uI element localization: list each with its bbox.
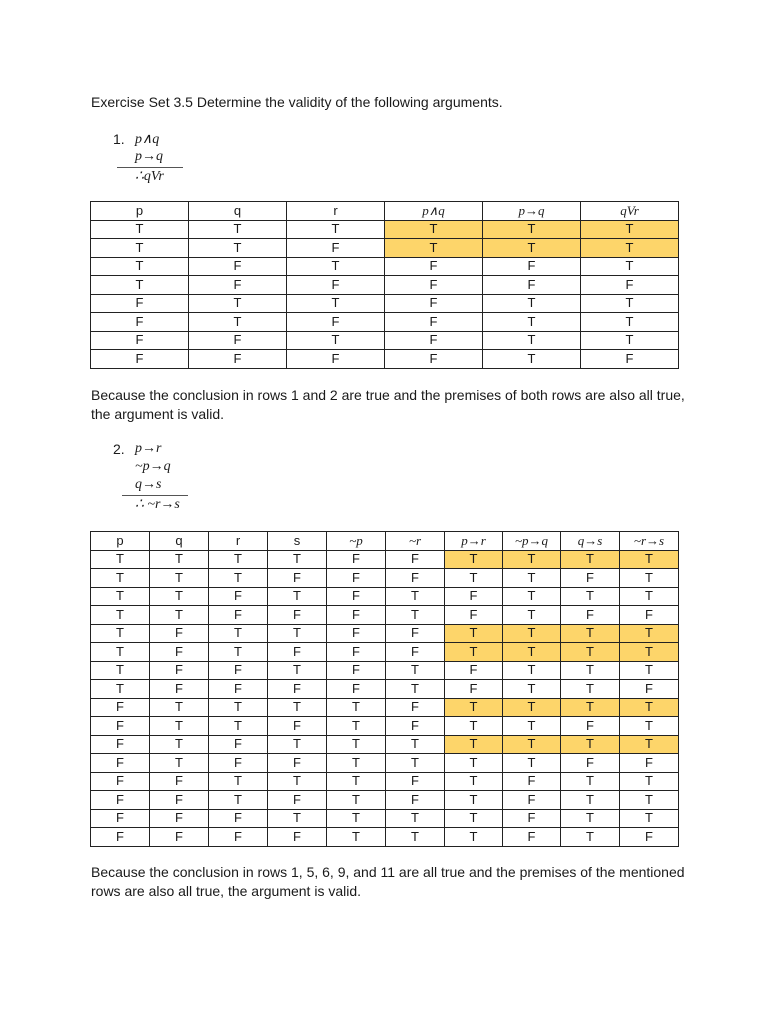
table-header-cell: r (287, 202, 385, 221)
table-cell: F (91, 735, 150, 754)
table-row (91, 313, 679, 332)
table-cell: T (327, 809, 386, 828)
table-cell: T (503, 661, 561, 680)
table-cell: T (209, 569, 268, 588)
table-header-cell: p∧q (385, 202, 483, 221)
table-row (91, 828, 679, 847)
table-row (91, 331, 679, 350)
table-cell: T (209, 772, 268, 791)
table-cell: T (561, 550, 620, 569)
table-cell: T (209, 624, 268, 643)
table-header-cell: ~r (386, 532, 445, 551)
table-row (91, 569, 679, 588)
table-cell: T (620, 809, 679, 828)
table-cell: F (189, 276, 287, 295)
table-cell: F (581, 276, 679, 295)
table-row (91, 294, 679, 313)
table-cell: T (620, 550, 679, 569)
table-cell: F (327, 569, 386, 588)
table-cell: T (268, 772, 327, 791)
table-cell: F (385, 331, 483, 350)
table-row (91, 754, 679, 773)
table-cell: F (327, 550, 386, 569)
table-cell: T (561, 661, 620, 680)
table-cell: T (268, 698, 327, 717)
table-cell: F (287, 313, 385, 332)
table-cell: T (268, 809, 327, 828)
table-cell: T (445, 698, 503, 717)
table-cell: F (385, 276, 483, 295)
table-cell: T (150, 754, 209, 773)
table-cell: T (620, 661, 679, 680)
table-cell: T (327, 791, 386, 810)
table-cell: T (581, 331, 679, 350)
table-cell: T (503, 698, 561, 717)
table-cell: F (327, 624, 386, 643)
table-cell: F (91, 331, 189, 350)
table-cell: T (209, 550, 268, 569)
table-cell: F (268, 754, 327, 773)
table-cell: F (150, 680, 209, 699)
table-cell: T (445, 791, 503, 810)
table-cell: T (386, 735, 445, 754)
table-cell: F (483, 276, 581, 295)
table-cell: F (209, 606, 268, 625)
table-cell: F (209, 661, 268, 680)
exercise-1-premise-1: p∧q (135, 132, 160, 147)
table-cell: T (503, 587, 561, 606)
exercise-1-explanation: Because the conclusion in rows 1 and 2 are true and the premises of both rows are also all true, the argument is valid. (91, 387, 685, 422)
table-cell: T (386, 661, 445, 680)
table-row (91, 809, 679, 828)
table-cell: T (189, 313, 287, 332)
table-cell: T (386, 587, 445, 606)
table-header-cell: r (209, 532, 268, 551)
table-cell: F (209, 754, 268, 773)
table-cell: F (150, 624, 209, 643)
table-cell: T (150, 569, 209, 588)
exercise-1-conclusion: ∴qVr (135, 169, 164, 184)
table-cell: T (581, 220, 679, 239)
table-row (91, 735, 679, 754)
table-cell: T (581, 313, 679, 332)
table-cell: T (620, 772, 679, 791)
table-cell: F (268, 717, 327, 736)
table-cell: T (503, 606, 561, 625)
table-cell: F (445, 661, 503, 680)
table-cell: T (150, 606, 209, 625)
table-cell: F (209, 587, 268, 606)
table-cell: F (561, 569, 620, 588)
table-cell: T (189, 220, 287, 239)
table-cell: F (209, 680, 268, 699)
table-cell: T (91, 606, 150, 625)
table-cell: T (287, 331, 385, 350)
table-cell: T (91, 550, 150, 569)
table-cell: F (386, 550, 445, 569)
table-cell: F (287, 350, 385, 369)
table-cell: T (150, 735, 209, 754)
table-cell: F (327, 680, 386, 699)
table-cell: T (503, 550, 561, 569)
table-cell: F (327, 606, 386, 625)
table-header-cell: p→q (483, 202, 581, 221)
table-cell: T (189, 239, 287, 258)
table-cell: F (91, 809, 150, 828)
table-cell: F (561, 717, 620, 736)
table-cell: T (189, 294, 287, 313)
table-cell: T (327, 698, 386, 717)
table-cell: T (91, 220, 189, 239)
table-row (91, 624, 679, 643)
table-cell: T (91, 569, 150, 588)
exercise-2-conclusion: ∴ ~r→s (135, 497, 180, 512)
table-cell: F (503, 809, 561, 828)
table-cell: F (386, 698, 445, 717)
table-cell: F (386, 791, 445, 810)
table-cell: F (150, 643, 209, 662)
table-cell: F (268, 828, 327, 847)
table-cell: F (91, 313, 189, 332)
table-cell: T (561, 587, 620, 606)
table-cell: T (503, 680, 561, 699)
table-cell: T (620, 735, 679, 754)
table-cell: T (327, 772, 386, 791)
table-cell: T (287, 220, 385, 239)
table-cell: F (209, 828, 268, 847)
table-cell: T (268, 661, 327, 680)
table-cell: F (561, 754, 620, 773)
table-cell: T (445, 735, 503, 754)
table-header-cell: p (91, 532, 150, 551)
table-cell: T (91, 257, 189, 276)
table-row (91, 606, 679, 625)
table-cell: T (561, 624, 620, 643)
table-cell: F (91, 828, 150, 847)
table-cell: T (268, 587, 327, 606)
table-row (91, 257, 679, 276)
table-cell: T (91, 624, 150, 643)
table-cell: F (91, 717, 150, 736)
table-cell: T (327, 828, 386, 847)
table-row (91, 698, 679, 717)
table-row (91, 791, 679, 810)
table-cell: T (445, 550, 503, 569)
table-cell: T (483, 239, 581, 258)
table-cell: T (445, 624, 503, 643)
table-header-cell: ~p (327, 532, 386, 551)
table-cell: F (268, 569, 327, 588)
table-cell: T (268, 550, 327, 569)
exercise-1-number: 1. (113, 131, 125, 147)
table-cell: T (445, 809, 503, 828)
table-cell: F (268, 606, 327, 625)
table-cell: T (91, 680, 150, 699)
table-row (91, 587, 679, 606)
table-cell: F (386, 624, 445, 643)
table-cell: F (91, 772, 150, 791)
table-header-cell: p→r (445, 532, 503, 551)
table-cell: T (620, 643, 679, 662)
table-cell: T (386, 809, 445, 828)
table-cell: F (503, 828, 561, 847)
table-cell: T (503, 735, 561, 754)
table-cell: F (445, 606, 503, 625)
table-cell: T (561, 828, 620, 847)
table-cell: F (91, 350, 189, 369)
table-cell: T (483, 220, 581, 239)
table-cell: T (561, 643, 620, 662)
exercise-2-premise-2: ~p→q (135, 459, 171, 474)
table-cell: T (503, 624, 561, 643)
table-header-cell: s (268, 532, 327, 551)
table-row (91, 350, 679, 369)
table-cell: F (189, 350, 287, 369)
exercise-2-premise-1: p→r (135, 441, 162, 456)
table-row (91, 680, 679, 699)
table-cell: T (581, 257, 679, 276)
table-cell: F (620, 754, 679, 773)
table-cell: F (268, 680, 327, 699)
table-cell: T (620, 717, 679, 736)
table-cell: F (503, 791, 561, 810)
table-cell: F (620, 606, 679, 625)
table-cell: F (287, 239, 385, 258)
table-cell: T (386, 828, 445, 847)
table-cell: T (620, 587, 679, 606)
table-row (91, 717, 679, 736)
exercise-2-premise-3: q→s (135, 477, 162, 492)
table-cell: F (327, 643, 386, 662)
table-cell: F (620, 828, 679, 847)
table-cell: T (561, 735, 620, 754)
table-header-cell: qVr (581, 202, 679, 221)
table-cell: T (445, 569, 503, 588)
table-cell: T (620, 624, 679, 643)
table-cell: T (503, 643, 561, 662)
table-cell: T (91, 643, 150, 662)
table-cell: F (287, 276, 385, 295)
table-cell: F (91, 698, 150, 717)
table-cell: T (91, 587, 150, 606)
table-cell: T (268, 735, 327, 754)
table-cell: T (209, 698, 268, 717)
table-cell: T (581, 294, 679, 313)
table-cell: T (503, 754, 561, 773)
table-cell: T (581, 239, 679, 258)
table-cell: T (445, 717, 503, 736)
table-cell: F (189, 331, 287, 350)
table-cell: T (503, 569, 561, 588)
table-cell: F (327, 587, 386, 606)
table-header-cell: p (91, 202, 189, 221)
table-cell: T (327, 717, 386, 736)
table-cell: F (150, 661, 209, 680)
table-cell: T (209, 643, 268, 662)
table-cell: T (327, 735, 386, 754)
table-cell: F (385, 257, 483, 276)
table-cell: T (561, 772, 620, 791)
table-cell: F (386, 569, 445, 588)
table-cell: F (581, 350, 679, 369)
table-cell: T (483, 350, 581, 369)
table-cell: T (620, 791, 679, 810)
exercise-2-explanation: Because the conclusion in rows 1, 5, 6, 9, and 11 are all true and the premises of the mentioned rows are also all true, the argument is valid. (91, 864, 685, 899)
table-cell: F (91, 791, 150, 810)
table-cell: T (385, 239, 483, 258)
table-cell: T (287, 294, 385, 313)
table-cell: F (561, 606, 620, 625)
table-cell: T (150, 587, 209, 606)
table-header-cell: ~p→q (503, 532, 561, 551)
table-cell: F (503, 772, 561, 791)
table-cell: T (503, 717, 561, 736)
table-cell: F (385, 294, 483, 313)
table-cell: F (189, 257, 287, 276)
table-cell: T (385, 220, 483, 239)
table-row (91, 772, 679, 791)
table-header-cell: q→s (561, 532, 620, 551)
table-cell: T (150, 550, 209, 569)
table-cell: T (268, 624, 327, 643)
table-cell: T (386, 680, 445, 699)
table-cell: F (445, 680, 503, 699)
table-cell: F (91, 294, 189, 313)
table-header-cell: q (150, 532, 209, 551)
table-cell: T (561, 680, 620, 699)
table-cell: T (445, 828, 503, 847)
page-title: Exercise Set 3.5 Determine the validity of the following arguments. (91, 94, 503, 110)
table-cell: F (268, 791, 327, 810)
table-cell: T (483, 294, 581, 313)
table-row (91, 276, 679, 295)
table-cell: T (445, 772, 503, 791)
table-cell: T (150, 698, 209, 717)
table-cell: T (561, 791, 620, 810)
exercise-2-number: 2. (113, 441, 125, 457)
table-cell: T (287, 257, 385, 276)
table-cell: T (91, 239, 189, 258)
table-row (91, 220, 679, 239)
table-cell: T (445, 754, 503, 773)
table-cell: T (561, 809, 620, 828)
table-row (91, 239, 679, 258)
table-cell: T (483, 331, 581, 350)
table-cell: F (268, 643, 327, 662)
table-cell: T (620, 569, 679, 588)
table-cell: T (327, 754, 386, 773)
table-cell: F (385, 313, 483, 332)
table-cell: T (386, 754, 445, 773)
table-row (91, 550, 679, 569)
table-cell: F (150, 772, 209, 791)
table-cell: T (386, 606, 445, 625)
table-row (91, 643, 679, 662)
table-cell: F (150, 828, 209, 847)
truth-table-1 (90, 201, 679, 369)
table-row (91, 661, 679, 680)
table-header-cell: ~r→s (620, 532, 679, 551)
truth-table-2 (90, 531, 679, 847)
table-cell: T (620, 698, 679, 717)
table-cell: F (620, 680, 679, 699)
table-header-cell: q (189, 202, 287, 221)
table-cell: F (91, 754, 150, 773)
table-cell: F (150, 791, 209, 810)
table-cell: T (91, 661, 150, 680)
table-cell: F (445, 587, 503, 606)
table-cell: T (91, 276, 189, 295)
table-cell: F (209, 735, 268, 754)
table-cell: F (150, 809, 209, 828)
exercise-1-premise-2: p→q (135, 149, 163, 164)
table-cell: T (483, 313, 581, 332)
table-cell: F (386, 643, 445, 662)
table-cell: F (483, 257, 581, 276)
table-cell: F (386, 772, 445, 791)
table-cell: T (209, 791, 268, 810)
table-cell: T (445, 643, 503, 662)
table-cell: T (561, 698, 620, 717)
table-cell: T (150, 717, 209, 736)
table-cell: F (385, 350, 483, 369)
table-cell: F (386, 717, 445, 736)
table-cell: F (327, 661, 386, 680)
table-cell: T (209, 717, 268, 736)
table-cell: F (209, 809, 268, 828)
